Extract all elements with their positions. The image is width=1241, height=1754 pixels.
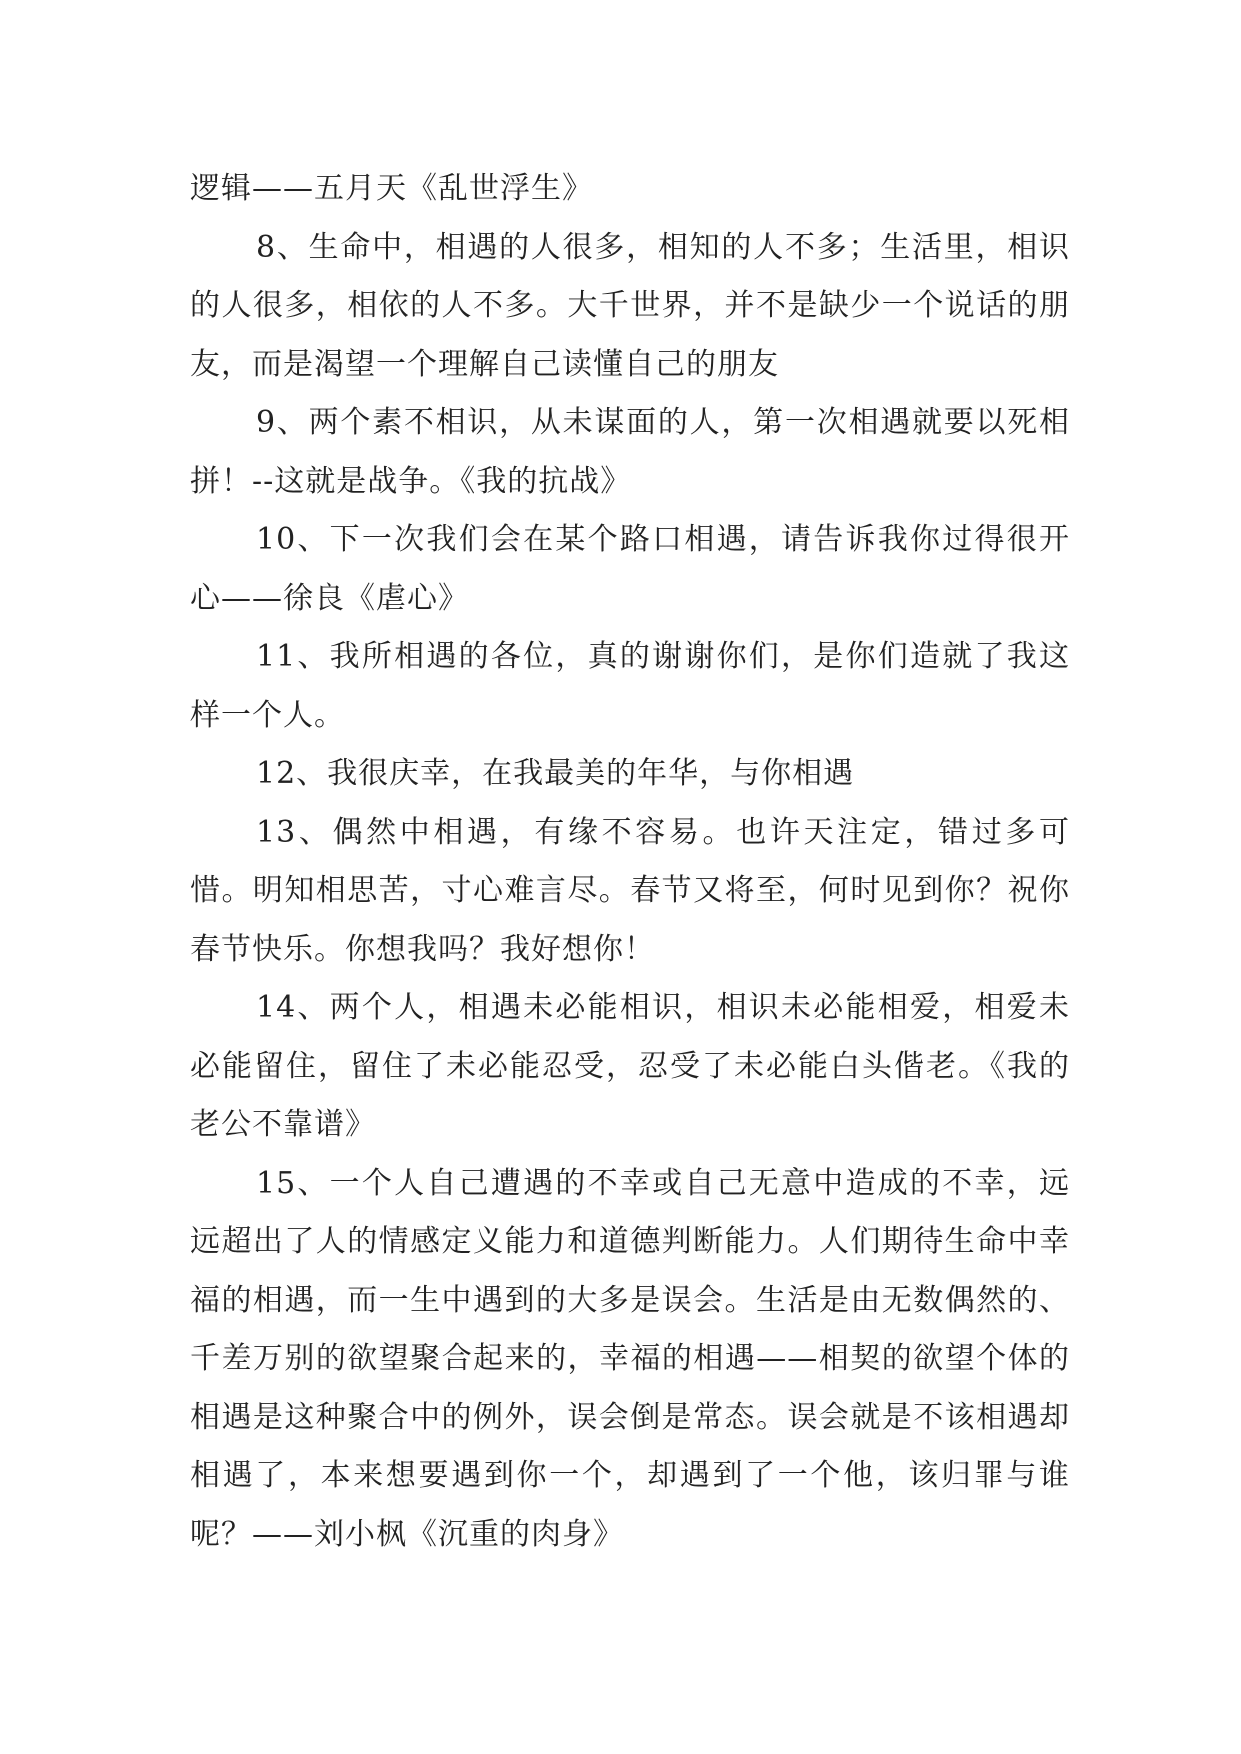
paragraph-item-10: 10、下一次我们会在某个路口相遇，请告诉我你过得很开心——徐良《虐心》 bbox=[190, 522, 1070, 616]
paragraph-item-9: 9、两个素不相识，从未谋面的人，第一次相遇就要以死相拼！--这就是战争。《我的抗战》 bbox=[190, 405, 1070, 499]
paragraph-item-8: 8、生命中，相遇的人很多，相知的人不多；生活里，相识的人很多，相依的人不多。大千世界，并不是缺少一个说话的朋友，而是渴望一个理解自己读懂自己的朋友 bbox=[190, 229, 1070, 382]
paragraph-item-15: 15、一个人自己遭遇的不幸或自己无意中造成的不幸，远远超出了人的情感定义能力和道德判断能力。人们期待生命中幸福的相遇，而一生中遇到的大多是误会。生活是由无数偶然的、千差万别的欲望聚合起来的，幸福的相遇——相契的欲望个体的相遇是这种聚合中的例外，误会倒是常态。误会就是不该相遇却相遇了，本来想要遇到你一个，却遇到了一个他，该归罪与谁呢？——刘小枫《沉重的肉身》 bbox=[190, 1165, 1070, 1552]
paragraph-item-11: 11、我所相遇的各位，真的谢谢你们，是你们造就了我这样一个人。 bbox=[190, 639, 1070, 733]
paragraph-continuation: 逻辑——五月天《乱世浮生》 bbox=[190, 171, 593, 206]
document-body bbox=[190, 160, 1070, 1564]
paragraph-item-13: 13、偶然中相遇，有缘不容易。也许天注定，错过多可惜。明知相思苦，寸心难言尽。春节又将至，何时见到你？祝你春节快乐。你想我吗？我好想你！ bbox=[190, 814, 1070, 967]
paragraph-item-14: 14、两个人，相遇未必能相识，相识未必能相爱，相爱未必能留住，留住了未必能忍受，忍受了未必能白头偕老。《我的老公不靠谱》 bbox=[190, 990, 1070, 1142]
paragraph-item-12: 12、我很庆幸，在我最美的年华，与你相遇 bbox=[256, 756, 855, 791]
